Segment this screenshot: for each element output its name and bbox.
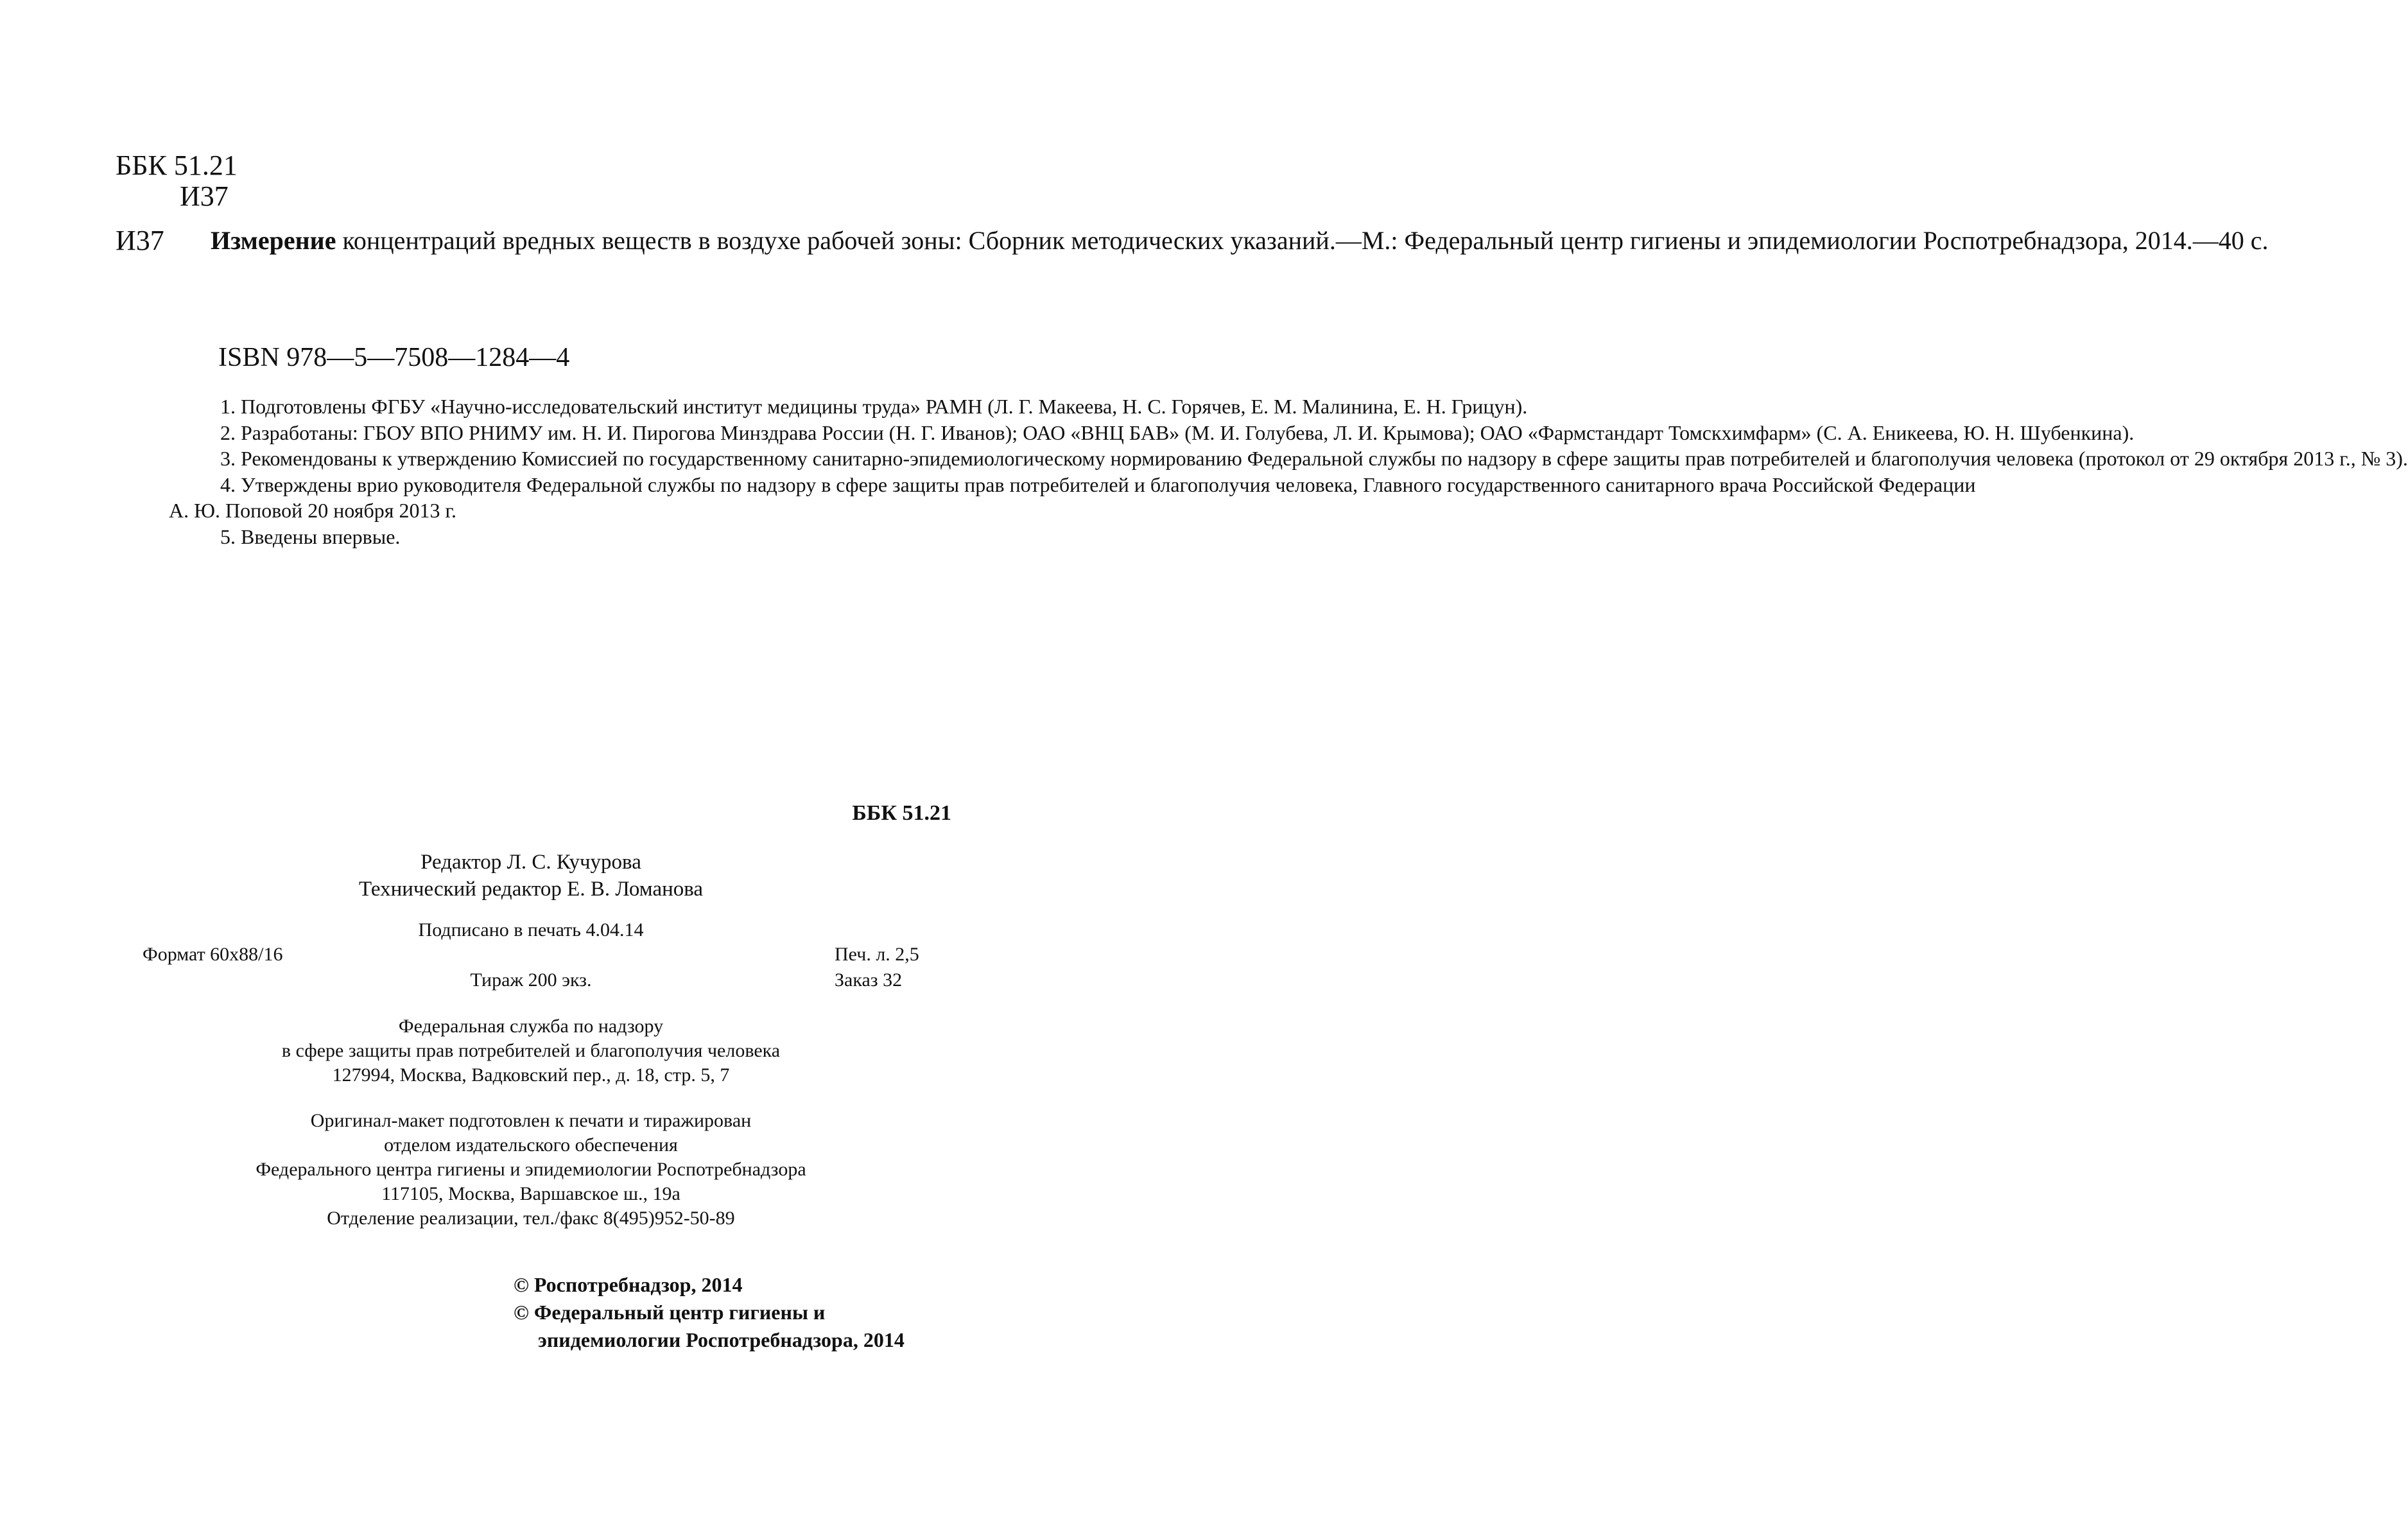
publisher-info: [0, 1014, 1062, 1088]
author-mark: И37: [180, 180, 229, 212]
printer-line: Федерального центра гигиены и эпидемиологии Роспотребнадзора: [256, 1159, 806, 1180]
printer-line: Оригинал-макет подготовлен к печати и тиражирован: [310, 1110, 752, 1131]
paper-format: Формат 60x88/16: [143, 944, 283, 965]
signed-to-print: Подписано в печать 4.04.14: [418, 919, 644, 941]
printer-info: [0, 1109, 1062, 1231]
print-run: Тираж 200 экз.: [470, 969, 592, 991]
publisher-address: 127994, Москва, Вадковский пер., д. 18, стр. 5, 7: [332, 1064, 730, 1086]
editor: Редактор Л. С. Кучурова: [420, 851, 641, 874]
note-introduced: 5. Введены впервые.: [220, 524, 401, 548]
note-recommended: 3. Рекомендованы к утверждению Комиссией по государственному санитарно-эпидемиологическому нормированию Федеральной службы по надзору в сфере защиты прав потребителей и благополучия человека (протокол от 29 октября 2013 г., № 3).: [220, 447, 2408, 470]
entry-description: [211, 225, 2269, 257]
credits: [0, 849, 1062, 903]
printed-sheets: Печ. л. 2,5: [835, 944, 919, 965]
publisher-line: в сфере защиты прав потребителей и благополучия человека: [281, 1040, 781, 1061]
entry-title: Измерение: [211, 226, 336, 255]
publisher-line: Федеральная служба по надзору: [398, 1016, 664, 1037]
note-developed: 2. Разработаны: ГБОУ ВПО РНИМУ им. Н. И. Пирогова Минздрава России (Н. Г. Иванов); ОАО «ВНЦ БАВ» (М. И. Голубева, Л. И. Крымова); ОАО «Фармстандарт Томскхимфарм» (С. А. Еникеева, Ю. Н. Шубенкина).: [220, 420, 2135, 444]
printer-line: отделом издательского обеспечения: [384, 1134, 678, 1156]
isbn: ISBN 978—5—7508—1284—4: [218, 343, 570, 372]
printer-address: 117105, Москва, Варшавское ш., 19а: [381, 1183, 680, 1204]
bbk-code: ББК 51.21: [116, 150, 238, 181]
note-approved: 4. Утверждены врио руководителя Федеральной службы по надзору в сфере защиты прав потребителей и благополучия человека, Главного государственного санитарного врача Российской Федерации: [220, 472, 1976, 496]
technical-editor: Технический редактор Е. В. Ломанова: [358, 878, 704, 901]
note-approved-signatory: А. Ю. Поповой 20 ноября 2013 г.: [169, 499, 456, 522]
entry-body: концентраций вредных веществ в воздухе рабочей зоны: Сборник методических указаний.—М.: Федеральный центр гигиены и эпидемиологии Роспотребнадзора, 2014.—40 с.: [336, 226, 2269, 255]
notes-list: [169, 394, 2408, 550]
entry-author-mark: И37: [116, 225, 164, 256]
order-number: Заказ 32: [835, 969, 903, 991]
printer-phone: Отделение реализации, тел./факс 8(495)952-50-89: [327, 1208, 735, 1229]
copyright-line: © Федеральный центр гигиены и: [514, 1301, 826, 1324]
bbk-code-right: ББК 51.21: [852, 801, 951, 825]
copyright-line: © Роспотребнадзор, 2014: [514, 1273, 743, 1296]
copyright-line: эпидемиологии Роспотребнадзора, 2014: [538, 1328, 905, 1351]
note-prepared: 1. Подготовлены ФГБУ «Научно-исследовательский институт медицины труда» РАМН (Л. Г. Макеева, Н. С. Горячев, Е. М. Малинина, Е. Н. Грицун).: [220, 395, 1528, 418]
copyright-block: [514, 1271, 905, 1354]
